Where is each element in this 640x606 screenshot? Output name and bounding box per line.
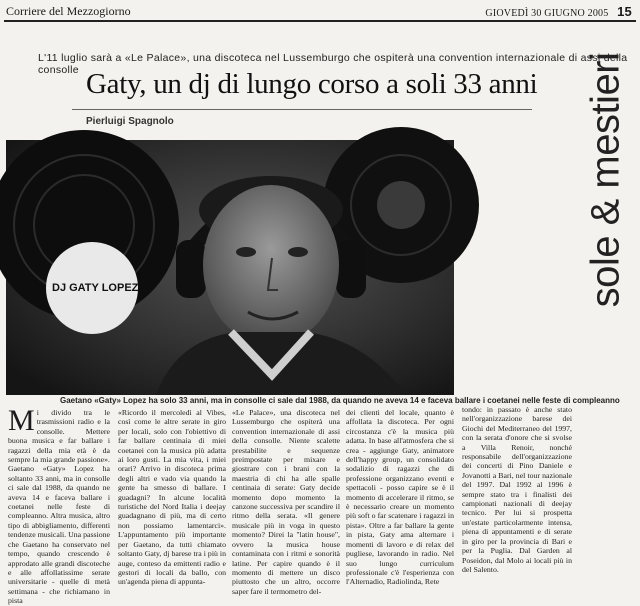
dj-portrait-photo: [6, 140, 454, 395]
article-photo: [6, 140, 454, 395]
photo-caption: Gaetano «Gaty» Lopez ha solo 33 anni, ma in consolle ci sale dal 1988, da quando ne aveva 14 e faceva ballare i coetanei nelle feste di compleanno: [60, 396, 620, 405]
column-5-text: tondo: in passato è anche stato nell'organizzazione barese dei Giochi del Mediterraneo del 1997, con la serata d'onore che si svolse a Villa Renoir, nonché responsabile dell'organizzazione dei concerti di Pino Daniele e Jovanotti a Bari, nel tour nazionale del 1997. Dal 1992 al 1996 è sempre stato tra i finalisti dei campionati nazionali di deejay tecnico. Per lui si prospetta un'estate particolarmente intensa, piena di appuntamenti e di serate in giro per la provincia di Bari e per la Puglia. Dal Garden al Poseidon, dal Molo ai locali più in del Salento.: [462, 405, 572, 574]
article-column-5: [462, 140, 572, 574]
date-text: GIOVEDÌ 30 GIUGNO 2005: [485, 8, 609, 19]
article-column-3: «Le Palace», una discoteca nel Lussemburgo che ospiterà una convention internazionale di assi della consolle. Niente scalette prestabilite e sequenze preimpostate per mixare e giostrare con i brani con la maestria di chi ha alle spalle centinaia di serate: Gaty decide momento dopo momento la canzone successiva per scandire il ritmo della serata. «Il genere musicale più in voga in questo momento? Direi la "latin house", ovvero la musica house contaminata con i ritmi e sonorità latine. Per capire quando è il momento di mettere un disco piuttosto che un altro, occorre saper fare il termometro del-: [232, 408, 340, 596]
article-kicker: L'11 luglio sarà a «Le Palace», una discoteca nel Lussemburgo che ospiterà una convention internazionale di assi della consolle: [38, 52, 628, 76]
article-column-4: dei clienti del locale, quanto è affollata la discoteca. Per ogni circostanza c'è la musica più adatta. In base all'atmosfera che si crea - aggiunge Gaty, animatore dell'happy group, un consolidato sodalizio di ragazzi che di professione organizzano eventi e spettacoli - posso capire se è il momento di accelerare il ritmo, se è necessario creare un momento più soft o far scatenare i ragazzi in pista». Oltre a far ballare la gente in pista, Gaty ama alternare i momenti di lavoro e di relax del pugliese, lavorando in radio. Nel suo lungo curriculum professionale c'è l'esperienza con l'Alternadio, Radiolinda, Rete: [346, 408, 454, 587]
issue-date: [485, 4, 632, 19]
article-byline: Pierluigi Spagnolo: [86, 116, 174, 127]
column-1-text: i divido tra le trasmissioni radio e la consolle. Mettere buona musica e far ballare i ragazzi della mia età è da sempre la mia grande passione». Gaetano «Gaty» Lopez ha soltanto 33 anni, ma in consolle ci sale dal 1988, da quando ne aveva 14 e faceva ballare i coetanei nelle feste di compleanno. Altra musica, altro tipo di abbigliamento, differenti tendenze musicali. Una passione che Gaetano ha conservato nel tempo, quando crescendo è approdato alle grandi discoteche e alle affollatissime serate universitarie - quelle di metà settimana - che richiamano in pista: [8, 408, 110, 606]
section-banner: [576, 30, 636, 330]
article-headline: Gaty, un dj di lungo corso a soli 33 anni: [86, 68, 538, 100]
header-rule: [4, 20, 636, 22]
drop-cap: M: [8, 404, 35, 437]
record-label-text: DJ GATY LOPEZ: [52, 282, 139, 294]
newspaper-name: Corriere del Mezzogiorno: [6, 4, 131, 18]
article-column-1: [8, 404, 110, 606]
page-number: 15: [617, 4, 632, 19]
section-label: sole & mestieri: [583, 52, 628, 308]
headline-rule: [72, 109, 532, 110]
article-column-2: «Ricordo il mercoledì al Vibes, così come le altre serate in giro per locali, solo con l'obiettivo di far ballare centinaia di miei coetanei con la musica più adatta ai loro gusti. La mia vita, i miei orari? Arrivo in discoteca prima degli altri e vado via quando la gente ha smesso di ballare. I guadagni? In alcune località turistiche del Nord Italia i deejay guadagnano di più, ma di certo non possiamo lamentarci». L'appuntamento più importante per Gaetano, da tutti chiamato soltanto Gaty, dj barese tra i più in auge, conteso da emittenti radio e gestori di locali da ballo, con un'agenda piena di appunta-: [118, 408, 226, 587]
